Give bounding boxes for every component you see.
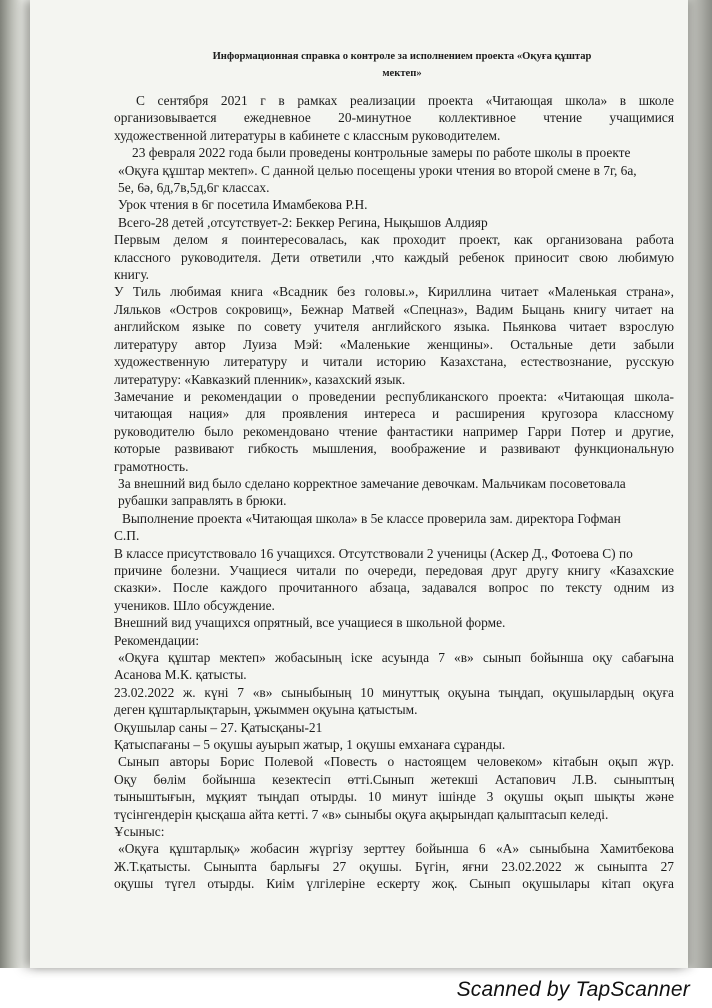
document-text-line: Замечание и рекомендации о проведении республиканского проекта: «Читающая школа- bbox=[114, 388, 674, 404]
document-title bbox=[132, 48, 672, 82]
document-text-line: Первым делом я поинтересовалась, как проходит проект, как организована работа bbox=[114, 232, 674, 248]
document-text-line: сказки». После каждого прочитанного абзаца, задавался вопрос по тексту одним из bbox=[114, 580, 674, 596]
document-text-line: За внешний вид было сделано корректное замечание девочкам. Мальчикам посоветовала bbox=[118, 475, 626, 491]
document-text-line: классного руководителя. Дети ответили ,что каждый ребенок приносит свою любимую bbox=[114, 249, 674, 265]
document-text-line: грамотность. bbox=[114, 458, 189, 474]
document-text-line: «Оқуға құштар мектеп» жобасының іске асуында 7 «в» сынып бойынша оқу сабағына bbox=[118, 650, 674, 665]
document-text-line: Урок чтения в 6г посетила Имамбекова Р.Н. bbox=[118, 197, 368, 213]
document-body bbox=[114, 48, 674, 893]
document-text-line: «Оқуға құштарлық» жобасин жүргізу зерттеу бойынша 6 «А» сыныбына Хамитбекова bbox=[118, 841, 674, 857]
document-text-line: Асанова М.К. қатысты. bbox=[114, 667, 247, 683]
document-text-line: түсінгендерін қысқаша айта кетті. 7 «в» сыныбы оқуға ақырындап қалыптасып келеді. bbox=[114, 806, 609, 822]
document-text-line: Всего-28 детей ,отсутствует-2: Беккер Регина, Нықышов Алдияр bbox=[118, 214, 488, 230]
document-title-line: Информационная справка о контроле за исполнением проекта «Оқуға құштар bbox=[212, 51, 592, 62]
document-text-line: которые развивают гибкость мышления, воображение и развивают функциональную bbox=[114, 441, 674, 457]
document-text-line: Оқушылар саны – 27. Қатысқаны-21 bbox=[114, 719, 323, 735]
scanner-watermark: Scanned by TapScanner bbox=[456, 978, 690, 1001]
document-text-line: английском языке по совету учителя английского языка. Пьянкова читает взрослую bbox=[114, 319, 674, 335]
document-text-line: У Тиль любимая книга «Всадник без головы.», Кириллина читает «Маленькая страна», bbox=[114, 284, 674, 300]
document-text-line: Ұсыныс: bbox=[114, 824, 165, 840]
document-text-line: тыныштығын, мұқият тыңдап отырды. 10 минут ішінде 3 оқушы оқып шықты және bbox=[114, 789, 674, 805]
document-text-line: художественную литературу и читали историю Казахстана, естествознание, русскую bbox=[114, 354, 674, 370]
document-text-line: Рекомендации: bbox=[114, 632, 200, 648]
document-text-line: организовывается ежедневное 20-минутное коллективное чтение учащимися bbox=[114, 110, 674, 126]
document-text-line: причине болезни. Учащиеся читали по очереди, передовая друг другу книгу «Казахские bbox=[114, 562, 674, 578]
document-text-lines bbox=[114, 92, 674, 893]
document-text-line: Выполнение проекта «Читающая школа» в 5е классе проверила зам. директора Гофман bbox=[122, 510, 621, 526]
document-text-line: читающая нация» для проявления интереса и расширения кругозора классному bbox=[114, 406, 674, 422]
document-text-line: литературу: «Кавказкий пленник», казахский язык. bbox=[114, 371, 406, 387]
document-text-line: 5е, 6ә, 6д,7в,5д,6г классах. bbox=[118, 180, 270, 196]
document-text-line: 23.02.2022 ж. күні 7 «в» сыныбының 10 минуттық оқуына тыңдап, оқушылардың оқуға bbox=[114, 684, 674, 700]
document-text-line: Қатыспағаны – 5 оқушы ауырып жатыр, 1 оқушы емханаға сұранды. bbox=[114, 737, 506, 753]
document-text-line: учеников. Шло обсуждение. bbox=[114, 597, 275, 613]
document-text-line: С сентября 2021 г в рамках реализации проекта «Читающая школа» в школе bbox=[136, 93, 674, 108]
document-text-line: Сынып авторы Борис Полевой «Повесть о настоящем человеком» кітабын оқып жүр. bbox=[118, 754, 674, 770]
document-text-line: рубашки заправлять в брюки. bbox=[118, 493, 287, 509]
document-text-line: В классе присутствовало 16 учащихся. Отсутствовали 2 ученицы (Аскер Д., Фотоева С) по bbox=[114, 545, 633, 561]
document-text-line: художественной литературы в кабинете с классным руководителем. bbox=[114, 127, 501, 143]
document-title-line: мектеп» bbox=[382, 68, 422, 79]
document-text-line: «Оқуға құштар мектеп». С данной целью посещены уроки чтения во второй смене в 7г, 6а, bbox=[118, 162, 637, 178]
document-text-line: руководителю было рекомендовано чтение фантастики например Гарри Потер и другие, bbox=[114, 423, 674, 439]
document-text-line: книгу. bbox=[114, 267, 150, 283]
document-text-line: Оқу бөлім бойынша кезектесіп өтті.Сынып жетекші Астапович Л.В. сыныптың bbox=[114, 771, 674, 787]
paper-sheet bbox=[30, 0, 688, 968]
document-text-line: оқушы түгел отырды. Киім үлгілеріне ескерту жоқ. Сынып оқушылары кітап оқуға bbox=[114, 876, 674, 892]
document-text-line: Внешний вид учащихся опрятный, все учащиеся в школьной форме. bbox=[114, 615, 506, 631]
document-text-line: деген құштарлықтарын, ұжыммен оқуына қатыстым. bbox=[114, 702, 418, 718]
document-text-line: Ляльков «Остров сокровищ», Бежнар Матвей «Спецназ», Вадим Быцань книгу читает на bbox=[114, 301, 674, 317]
document-text-line: Ж.Т.қатысты. Сыныпта барлығы 27 оқушы. Бүгін, яғни 23.02.2022 ж сыныпта 27 bbox=[114, 858, 674, 874]
document-text-line: С.П. bbox=[114, 528, 140, 544]
document-text-line: литературу автор Луиза Мэй: «Маленькие женщины». Остальные дети забыли bbox=[114, 336, 674, 352]
document-text-line: 23 февраля 2022 года были проведены контрольные замеры по работе школы в проекте bbox=[132, 145, 631, 161]
